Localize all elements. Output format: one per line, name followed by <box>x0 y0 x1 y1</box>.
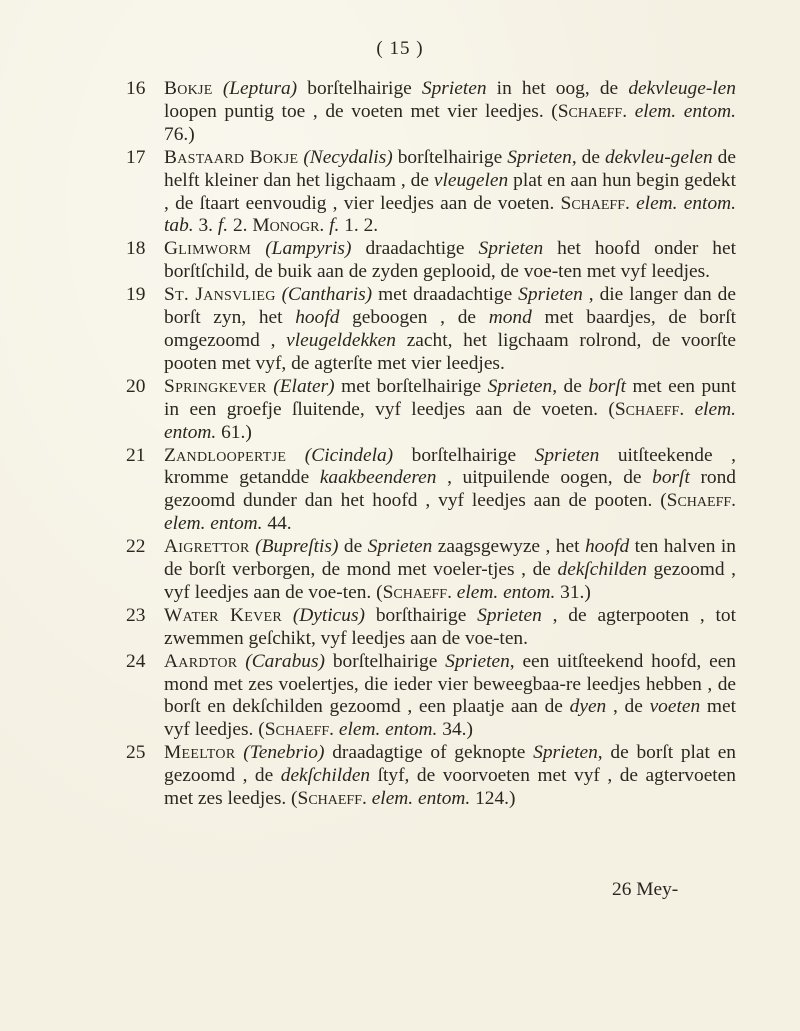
entry-name: Aigrettor <box>164 536 250 558</box>
entry <box>126 651 736 743</box>
entry-description: met borſtelhairige Sprieten, de borſt met een punt in een groefje ſluitende, vyf leedjes aan de voeten. (Schaeff. elem. entom. 61.) <box>164 375 737 443</box>
entry-name: Bokje <box>164 78 213 99</box>
entry-description: draadachtige Sprieten het hoofd onder het borſtſchild, de buik aan de zyden geplooid, de voe-ten met vyf leedjes. <box>164 238 736 283</box>
entry-number: 25 <box>126 742 146 764</box>
entry <box>126 536 736 605</box>
entry-list <box>126 78 736 811</box>
entry-name: Water Kever <box>164 604 282 626</box>
entry-latin-name: (Bupreſtis) <box>255 536 339 558</box>
entry-name: Glimworm <box>164 238 252 260</box>
entry-latin-name: (Necydalis) <box>303 146 393 168</box>
entry <box>126 147 736 239</box>
entry-number: 19 <box>126 284 146 306</box>
entry-name: Springkever <box>164 375 267 397</box>
entry-description: borſtelhairige Sprieten, een uitſteekend hoofd, een mond met zes voelertjes, die ieder vier beweegbaa-re leedjes hebben , de borſt en dekſchilden gezoomd , een plaatje aan de dyen , de voeten met vyf leedjes. (Schaeff. elem. entom. 34.) <box>164 650 736 741</box>
entry-number: 20 <box>126 375 146 397</box>
entry-number: 22 <box>126 536 146 558</box>
entry-latin-name: (Elater) <box>273 375 335 397</box>
entry-name: Bastaard Bokje <box>164 146 299 168</box>
entry-latin-name: (Cicindela) <box>304 444 394 466</box>
page-number: ( 15 ) <box>376 38 424 59</box>
entry-latin-name: (Carabus) <box>245 650 325 672</box>
entry-latin-name: (Dyticus) <box>292 604 365 626</box>
entry-name: Meeltor <box>164 742 236 764</box>
entry <box>126 605 736 651</box>
entry-description: borſtelhairige Sprieten in het oog, de dekvleuge-len loopen puntig toe , de voeten met vier leedjes. (Schaeff. elem. entom. 76.) <box>164 78 736 145</box>
entry-latin-name: (Tenebrio) <box>243 742 325 764</box>
entry-name: St. Jansvlieg <box>164 284 276 306</box>
entry-description: de Sprieten zaagsgewyze , het hoofd ten halven in de borſt verborgen, de mond met voeler-tjes , de dekſchilden gezoomd , vyf leedjes aan de voe-ten. (Schaeff. elem. entom. 31.) <box>164 536 737 603</box>
entry-name: Zandloopertje <box>164 444 287 466</box>
entry-description: borſtelhairige Sprieten uitſteekende , kromme getandde kaakbeenderen , uitpuilende oogen, de borſt rond gezoomd dunder dan het hoofd , vyf leedjes aan de pooten. (Schaeff. elem. entom. 44. <box>164 444 736 535</box>
entry-number: 16 <box>126 78 146 99</box>
entry-latin-name: (Cantharis) <box>281 284 373 306</box>
entry-description: borſtelhairige Sprieten, de dekvleu-gelen de helft kleiner dan het ligchaam , de vleugelen plat en aan hun begin gedekt , de ſtaart eenvoudig , vier leedjes aan de voeten. Schaeff. elem. entom. tab. 3. f. 2. Monogr. f. 1. 2. <box>164 146 736 237</box>
entry-description: borſthairige Sprieten , de agterpooten , tot zwemmen geſchikt, vyf leedjes aan de voe-ten. <box>164 604 736 649</box>
entry-number: 24 <box>126 650 146 672</box>
entry <box>126 376 736 445</box>
entry <box>126 445 736 537</box>
catchword: 26 Mey- <box>612 879 679 900</box>
entry <box>126 238 736 284</box>
entry-name: Aardtor <box>164 650 238 672</box>
entry-number: 17 <box>126 146 146 168</box>
entry-number: 18 <box>126 238 146 260</box>
entry-description: draadagtige of geknopte Sprieten, de borſt plat en gezoomd , de dekſchilden ſtyf, de voorvoeten met vyf , de agtervoeten met zes leedjes. (Schaeff. elem. entom. 124.) <box>164 742 736 810</box>
entry <box>126 742 736 811</box>
entry <box>126 284 736 376</box>
entry <box>126 78 736 147</box>
entry-number: 21 <box>126 444 146 466</box>
entry-number: 23 <box>126 604 146 626</box>
entry-description: met draadachtige Sprieten , die langer dan de borſt zyn, het hoofd geboogen , de mond met baardjes, de borſt omgezoomd , vleugeldekken zacht, het ligchaam rolrond, de voorſte pooten met vyf, de agterſte met vier leedjes. <box>164 284 737 374</box>
entry-latin-name: (Leptura) <box>222 78 298 99</box>
entry-latin-name: (Lampyris) <box>265 238 352 260</box>
